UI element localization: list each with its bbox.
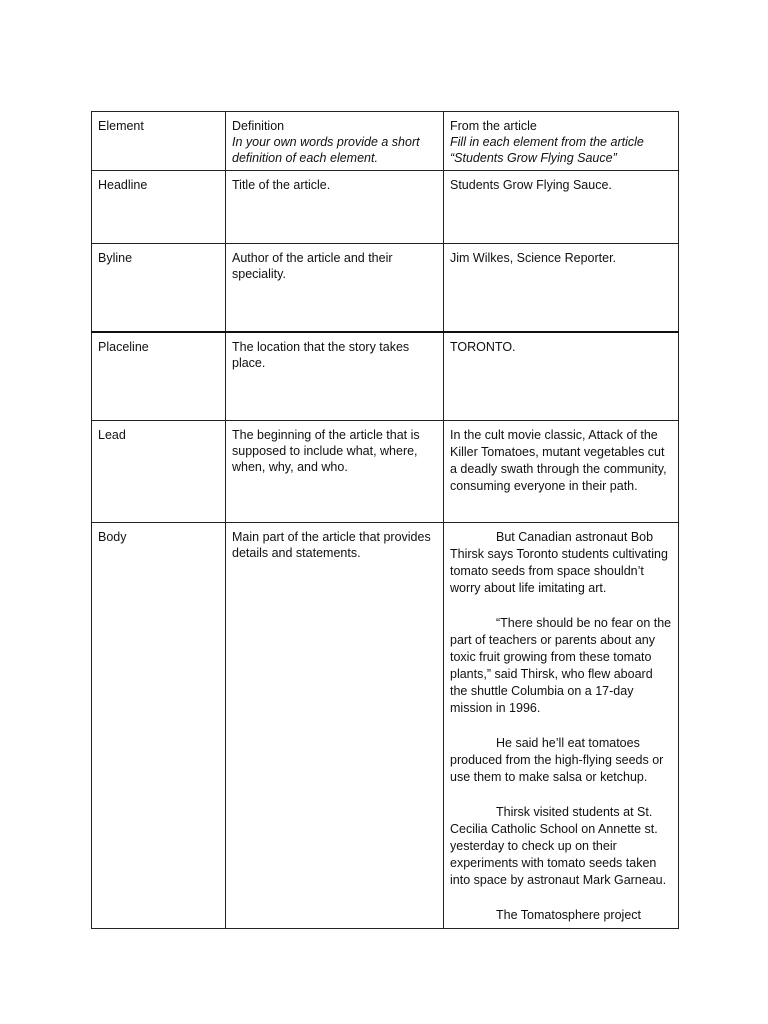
header-row	[92, 112, 679, 171]
row-article-body	[444, 523, 679, 929]
table-row-body	[92, 523, 679, 929]
body-paragraph: Thirsk visited students at St. Cecilia Catholic School on Annette st. yesterday to check up on their experiments with tomato seeds taken into space by astronaut Mark Garneau.	[450, 805, 667, 887]
row-definition-body: Main part of the article that provides details and statements.	[226, 523, 444, 929]
row-article-lead: In the cult movie classic, Attack of the Killer Tomatoes, mutant vegetables cut a deadly swath through the community, consuming everyone in their path.	[444, 421, 679, 523]
row-definition-byline: Author of the article and their speciality.	[226, 244, 444, 332]
row-definition-placeline: The location that the story takes place.	[226, 332, 444, 421]
header-article-title: From the article	[450, 119, 537, 133]
row-definition-headline: Title of the article.	[226, 171, 444, 244]
row-element-headline: Headline	[92, 171, 226, 244]
table-row-placeline	[92, 332, 679, 421]
row-article-placeline: TORONTO.	[444, 332, 679, 421]
header-article-cell	[444, 112, 679, 171]
table-row-headline	[92, 171, 679, 244]
table-row-lead	[92, 421, 679, 523]
row-element-body: Body	[92, 523, 226, 929]
header-element-cell	[92, 112, 226, 171]
body-paragraph: “There should be no fear on the part of teachers or parents about any toxic fruit growing from these tomato plants,” said Thirsk, who flew aboard the shuttle Columbia on a 17-day mission in 1996.	[450, 616, 672, 715]
header-definition-instructions: In your own words provide a short definition of each element.	[232, 135, 420, 165]
header-element-label: Element	[98, 119, 144, 133]
header-article-instructions: Fill in each element from the article “Students Grow Flying Sauce”	[450, 135, 644, 165]
body-paragraph: He said he’ll eat tomatoes produced from the high-flying seeds or use them to make salsa or ketchup.	[450, 736, 664, 784]
row-article-headline: Students Grow Flying Sauce.	[444, 171, 679, 244]
table-row-byline	[92, 244, 679, 332]
body-paragraph: The Tomatosphere project	[496, 908, 641, 922]
row-element-byline: Byline	[92, 244, 226, 332]
article-elements-table	[91, 111, 679, 929]
row-definition-lead: The beginning of the article that is supposed to include what, where, when, why, and who.	[226, 421, 444, 523]
header-definition-cell	[226, 112, 444, 171]
row-element-placeline: Placeline	[92, 332, 226, 421]
body-paragraph: But Canadian astronaut Bob Thirsk says Toronto students cultivating tomato seeds from space shouldn’t worry about life imitating art.	[450, 530, 668, 595]
header-definition-title: Definition	[232, 119, 285, 133]
row-article-byline: Jim Wilkes, Science Reporter.	[444, 244, 679, 332]
row-element-lead: Lead	[92, 421, 226, 523]
